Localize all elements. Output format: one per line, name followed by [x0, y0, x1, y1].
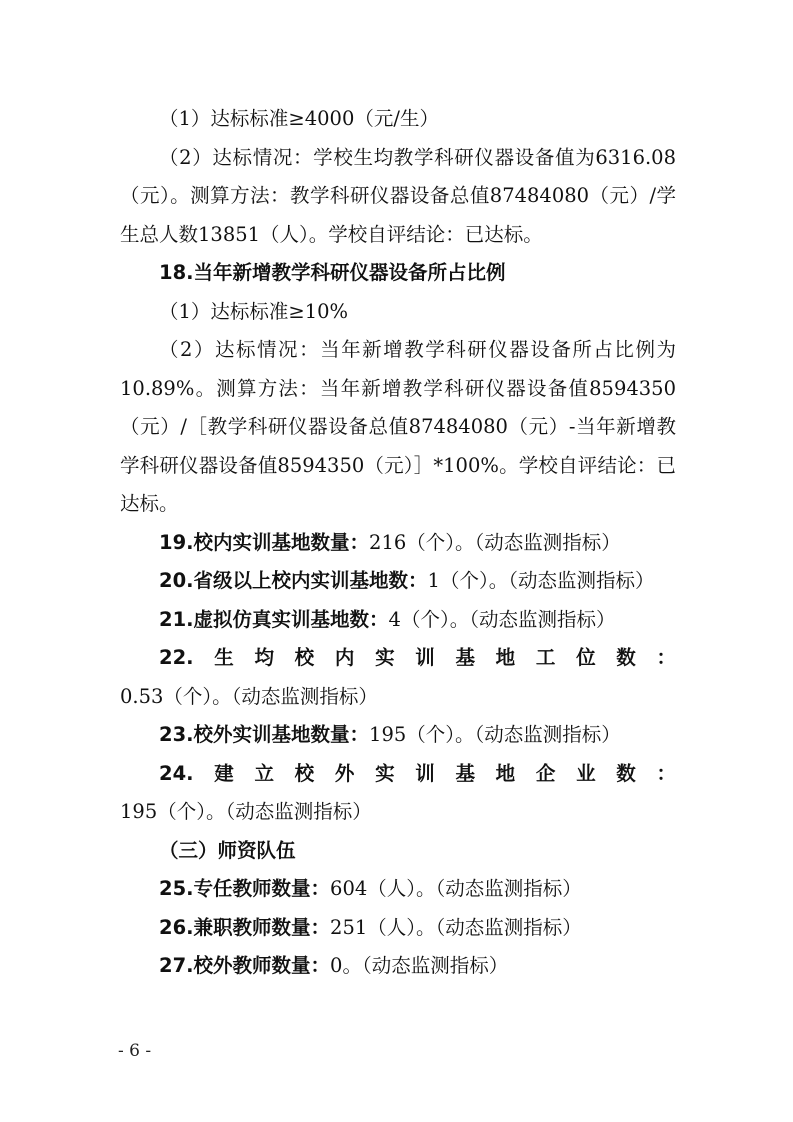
item-24: 24.建立校外实训基地企业数：195（个）。（动态监测指标） — [120, 761, 676, 823]
section-heading-18: 18.当年新增教学科研仪器设备所占比例 — [159, 261, 506, 284]
document-body — [120, 100, 676, 986]
item-25: 25.专任教师数量：604（人）。（动态监测指标） — [159, 877, 582, 900]
item-19: 19.校内实训基地数量：216（个）。（动态监测指标） — [159, 530, 621, 554]
paragraph-1: （1）达标标准≥4000（元/生） — [159, 107, 439, 130]
item-27: 27.校外教师数量：0。（动态监测指标） — [159, 954, 509, 977]
paragraph-4: （2）达标情况：当年新增教学科研仪器设备所占比例为10.89%。测算方法：当年新增教学科研仪器设备值8594350（元）/［教学科研仪器设备总值87484080（元）-当年新增教学科研仪器设备值8594350（元）］*100%。学校自评结论：已达标。 — [120, 338, 676, 515]
item-22: 22.生均校内实训基地工位数：0.53（个）。（动态监测指标） — [120, 646, 676, 708]
paragraph-3: （1）达标标准≥10% — [159, 299, 349, 323]
section-heading-teachers: （三）师资队伍 — [159, 838, 296, 862]
item-20: 20.省级以上校内实训基地数：1（个）。（动态监测指标） — [159, 569, 655, 592]
page-number: - 6 - — [118, 1041, 152, 1061]
item-21: 21.虚拟仿真实训基地数：4（个）。（动态监测指标） — [159, 607, 616, 631]
item-26: 26.兼职教师数量：251（人）。（动态监测指标） — [159, 915, 582, 939]
paragraph-2: （2）达标情况：学校生均教学科研仪器设备值为6316.08（元）。测算方法：教学科研仪器设备总值87484080（元）/学生总人数13851（人）。学校自评结论：已达标。 — [120, 145, 676, 246]
item-23: 23.校外实训基地数量：195（个）。（动态监测指标） — [159, 723, 621, 746]
